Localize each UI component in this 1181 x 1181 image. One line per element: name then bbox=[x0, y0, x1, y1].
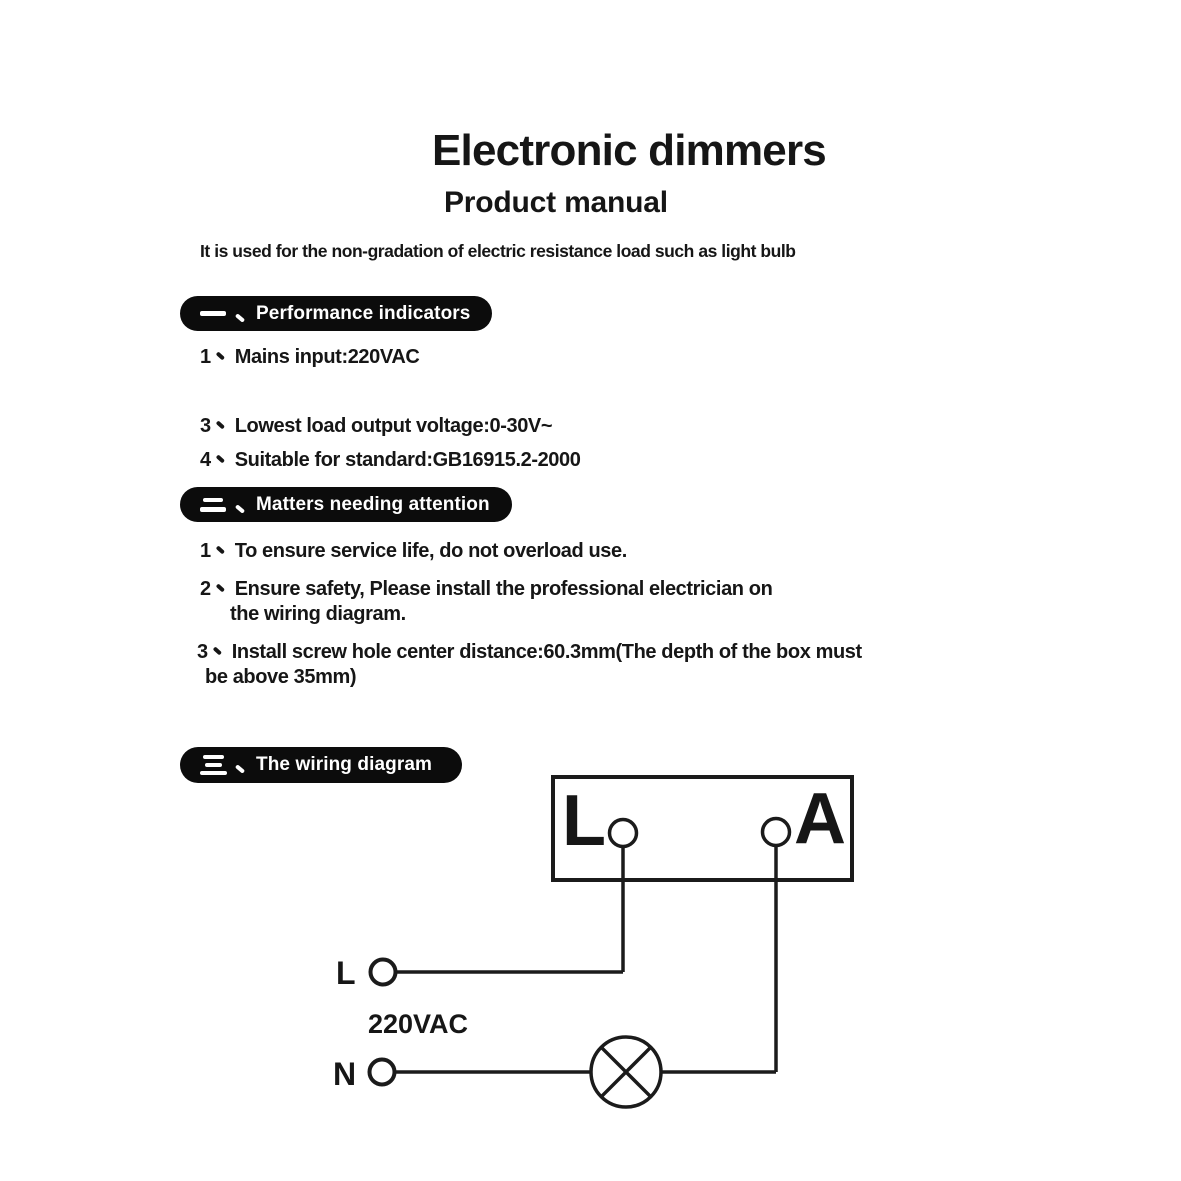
item-number: 4 bbox=[200, 449, 211, 471]
intro-text: It is used for the non-gradation of electric resistance load such as light bulb bbox=[200, 241, 796, 261]
item-number: 2 bbox=[200, 578, 211, 600]
section-title: The wiring diagram bbox=[256, 754, 432, 775]
item-text: Ensure safety, Please install the professional electrician on bbox=[234, 578, 773, 600]
item-text: To ensure service life, do not overload use. bbox=[234, 540, 627, 562]
item-text: Suitable for standard:GB16915.2-2000 bbox=[234, 449, 581, 471]
section-title: Performance indicators bbox=[256, 302, 471, 324]
box-terminal-a-circle bbox=[763, 819, 790, 846]
item-number: 3 bbox=[200, 415, 211, 437]
box-terminal-label-l: L bbox=[562, 781, 606, 861]
page-subtitle: Product manual bbox=[444, 186, 668, 219]
item-number: 1 bbox=[200, 540, 211, 562]
mains-terminal-l-circle bbox=[371, 960, 396, 985]
lamp-icon bbox=[591, 1037, 661, 1107]
section-title: Matters needing attention bbox=[256, 493, 490, 515]
item-text: Install screw hole center distance:60.3mm(The depth of the box must bbox=[231, 641, 862, 663]
live-label: L bbox=[336, 955, 356, 991]
item-text-line2: be above 35mm) bbox=[205, 666, 357, 688]
mains-terminal-n-circle bbox=[370, 1060, 395, 1085]
item-number: 1 bbox=[200, 346, 211, 368]
voltage-label: 220VAC bbox=[368, 1009, 469, 1039]
item-text: Mains input:220VAC bbox=[234, 346, 420, 368]
item-text: Lowest load output voltage:0-30V~ bbox=[234, 415, 553, 437]
item-text-line2: the wiring diagram. bbox=[230, 603, 406, 625]
neutral-label: N bbox=[333, 1056, 357, 1092]
item-number: 3 bbox=[197, 641, 208, 663]
box-terminal-label-a: A bbox=[794, 779, 846, 859]
box-terminal-l-circle bbox=[610, 820, 637, 847]
page-title: Electronic dimmers bbox=[432, 126, 826, 175]
